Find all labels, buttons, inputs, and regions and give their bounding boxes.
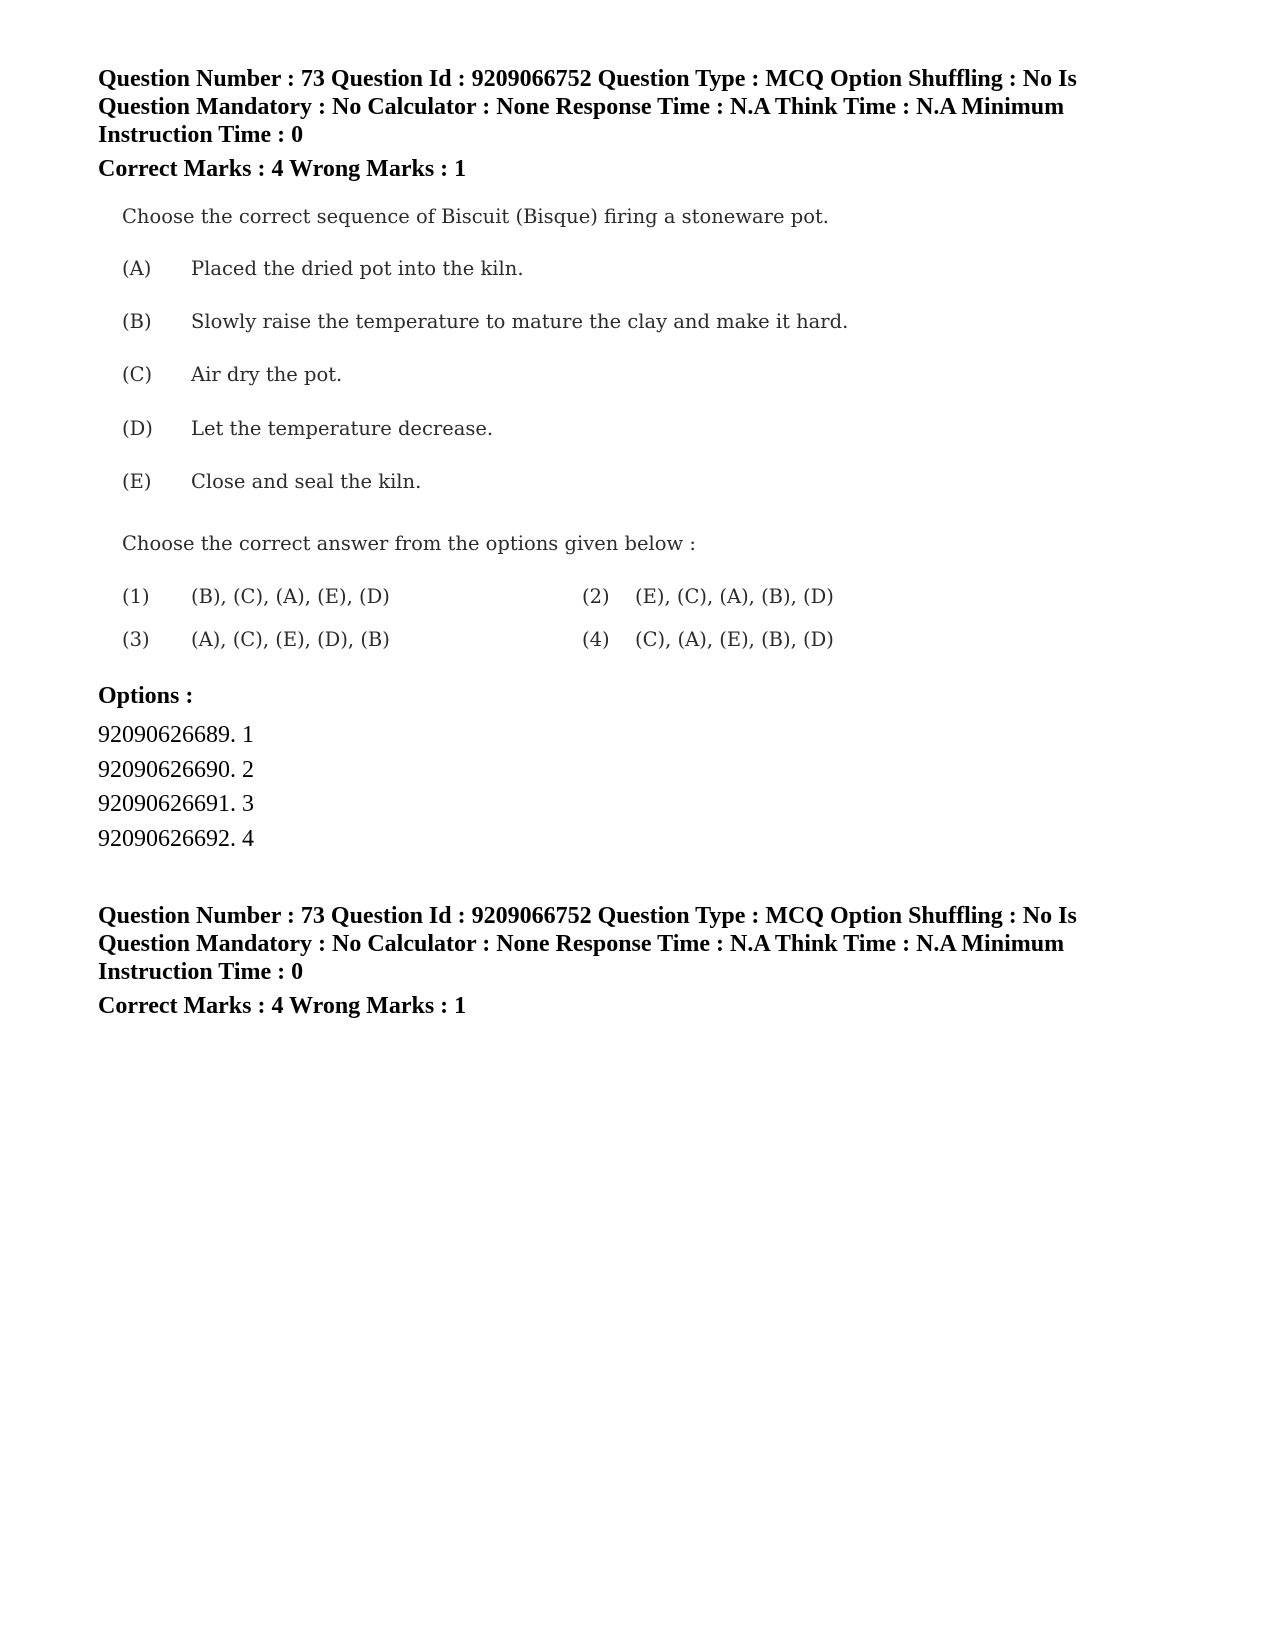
answer-text: (E), (C), (A), (B), (D) xyxy=(635,585,834,608)
option-item: 92090626689. 1 xyxy=(98,722,254,748)
statement-b xyxy=(122,310,848,333)
option-item: 92090626690. 2 xyxy=(98,756,254,783)
options-list xyxy=(98,718,254,856)
answer-label: (3) xyxy=(122,628,150,651)
statement-label: (B) xyxy=(122,310,152,333)
metadata-line: Question Number : 73 Question Id : 9209066752 Question Type : MCQ Option Shuffling : No Is xyxy=(98,66,1077,92)
answer-choice-4 xyxy=(582,628,834,651)
metadata-line: Instruction Time : 0 xyxy=(98,959,304,985)
question-text: Choose the correct sequence of Biscuit (Bisque) firing a stoneware pot. xyxy=(122,205,829,228)
statement-text: Close and seal the kiln. xyxy=(191,470,422,493)
answer-choice-1 xyxy=(122,585,390,608)
metadata-line: Question Mandatory : No Calculator : None Response Time : N.A Think Time : N.A Minimum xyxy=(98,94,1065,120)
statement-label: (D) xyxy=(122,417,153,440)
answer-label: (2) xyxy=(582,585,610,608)
answer-label: (4) xyxy=(582,628,610,651)
statement-c xyxy=(122,363,342,386)
statement-text: Let the temperature decrease. xyxy=(191,417,494,440)
statement-text: Air dry the pot. xyxy=(191,363,343,386)
statement-label: (C) xyxy=(122,363,153,386)
answer-label: (1) xyxy=(122,585,150,608)
next-question-metadata xyxy=(98,902,1138,1020)
option-item: 92090626691. 3 xyxy=(98,791,254,817)
answer-choice-2 xyxy=(582,585,834,608)
answer-prompt: Choose the correct answer from the options given below : xyxy=(122,532,696,555)
question-metadata xyxy=(98,65,1138,183)
marks-line: Correct Marks : 4 Wrong Marks : 1 xyxy=(98,156,467,182)
statement-label: (A) xyxy=(122,257,152,280)
marks-line: Correct Marks : 4 Wrong Marks : 1 xyxy=(98,993,467,1019)
metadata-line: Question Number : 73 Question Id : 9209066752 Question Type : MCQ Option Shuffling : No Is xyxy=(98,903,1077,929)
statement-e xyxy=(122,470,421,493)
statement-text: Placed the dried pot into the kiln. xyxy=(191,257,524,280)
answer-text: (A), (C), (E), (D), (B) xyxy=(191,628,390,651)
options-heading: Options : xyxy=(98,683,194,709)
statement-text: Slowly raise the temperature to mature the clay and make it hard. xyxy=(191,310,849,333)
answer-text: (C), (A), (E), (B), (D) xyxy=(635,628,834,651)
metadata-line: Instruction Time : 0 xyxy=(98,122,304,148)
option-item: 92090626692. 4 xyxy=(98,825,254,852)
statement-label: (E) xyxy=(122,470,152,493)
statement-a xyxy=(122,257,524,280)
answer-text: (B), (C), (A), (E), (D) xyxy=(191,585,390,608)
answer-choice-3 xyxy=(122,628,390,651)
statement-d xyxy=(122,417,493,440)
metadata-line: Question Mandatory : No Calculator : None Response Time : N.A Think Time : N.A Minimum xyxy=(98,931,1065,957)
